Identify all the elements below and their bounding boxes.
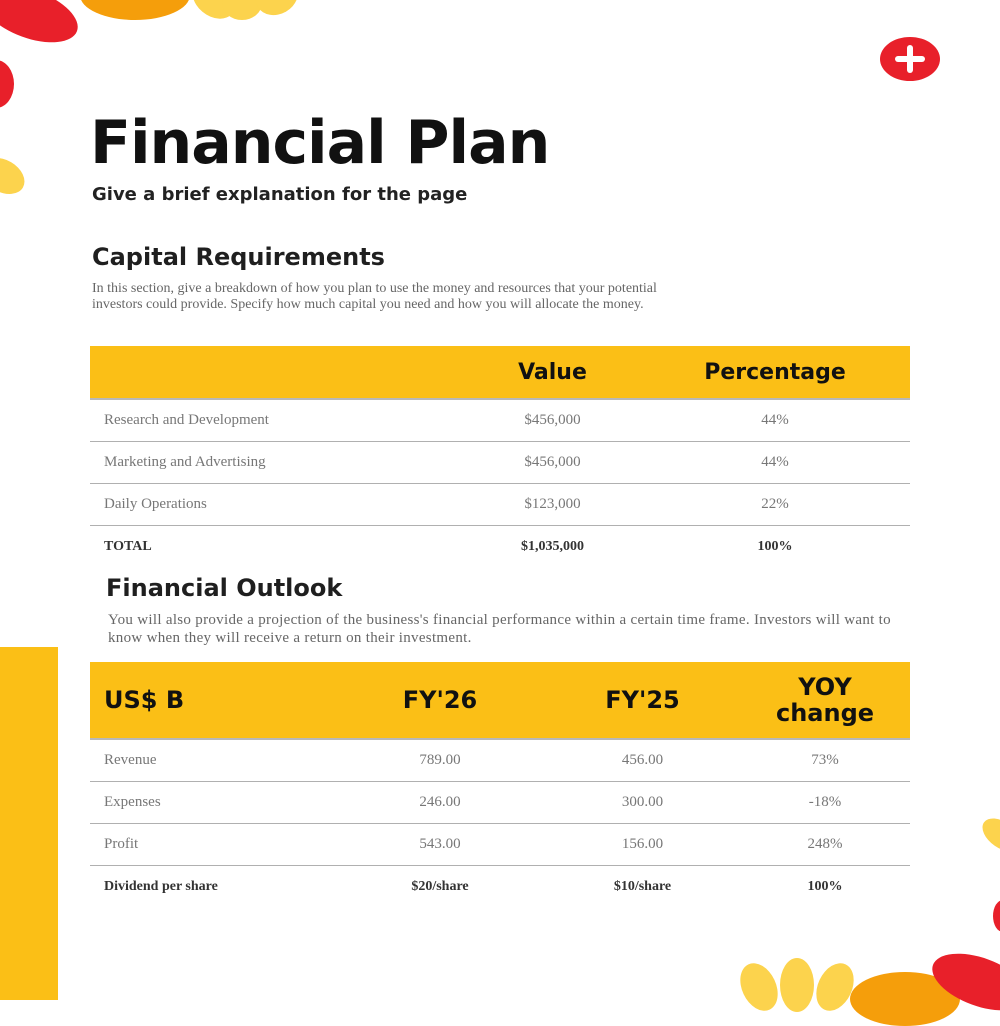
table-cell: 300.00 [545,782,740,824]
capital-heading: Capital Requirements [92,243,385,271]
capital-description: In this section, give a breakdown of how you plan to use the money and resources that your potential investors could provide. Specify how much capital you need and how you will allocate the money. [92,281,657,312]
table-cell: Marketing and Advertising [90,442,465,484]
table-cell: $20/share [411,878,469,894]
decor-red-leaf [0,60,14,108]
table-row [90,442,910,484]
decor-red-leaf [993,900,1000,932]
table-cell: $1,035,000 [521,538,584,554]
table-cell: 100% [757,538,793,554]
table-header-cell: FY'25 [545,662,740,739]
outlook-heading: Financial Outlook [106,574,343,602]
outlook-table [90,662,910,907]
decor-yellow-petal [977,812,1000,859]
table-cell: Revenue [90,739,335,782]
table-cell: 156.00 [545,824,740,866]
table-cell: $456,000 [465,442,640,484]
table-cell: Expenses [90,782,335,824]
table-cell: $123,000 [465,484,640,526]
table-row [90,399,910,442]
decor-yellow-petal [0,151,31,202]
table-header-row [90,346,910,399]
table-cell: 456.00 [545,739,740,782]
decor-yellow-petal [733,957,785,1017]
outlook-description: You will also provide a projection of the business's financial performance within a certain time frame. Investors will want to know when they will receive a return on their investment. [108,612,891,646]
decor-orange-blob [80,0,190,20]
table-header-cell: Value [465,346,640,399]
decor-red-leaf [0,0,85,54]
table-cell: 248% [740,824,910,866]
table-row [90,824,910,866]
table-header-cell: YOY change [740,662,910,739]
table-total-row [90,866,910,908]
table-header-cell: Percentage [640,346,910,399]
capital-table [90,346,910,567]
table-cell: 100% [807,878,843,894]
table-header-cell: US$ B [90,662,335,739]
table-cell: $10/share [613,878,672,894]
decor-yellow-petal [780,958,814,1012]
table-row [90,739,910,782]
page-subtitle: Give a brief explanation for the page [92,184,468,205]
table-cell: 246.00 [335,782,545,824]
table-header-row [90,662,910,739]
table-cell: Research and Development [90,399,465,442]
table-cell: Profit [90,824,335,866]
table-cell: Dividend per share [104,878,218,894]
table-header-cell: FY'26 [335,662,545,739]
table-row [90,782,910,824]
table-cell: 543.00 [335,824,545,866]
table-cell: 22% [640,484,910,526]
table-cell: -18% [740,782,910,824]
table-cell: 44% [640,399,910,442]
table-row [90,484,910,526]
table-header-cell [90,346,465,399]
page-title: Financial Plan [90,108,550,178]
table-cell: TOTAL [104,538,152,554]
table-cell: Daily Operations [90,484,465,526]
table-cell: 73% [740,739,910,782]
decor-side-bar [0,647,58,1000]
table-total-row [90,526,910,568]
add-button[interactable] [880,37,940,81]
table-cell: 44% [640,442,910,484]
table-cell: $456,000 [465,399,640,442]
table-cell: 789.00 [335,739,545,782]
